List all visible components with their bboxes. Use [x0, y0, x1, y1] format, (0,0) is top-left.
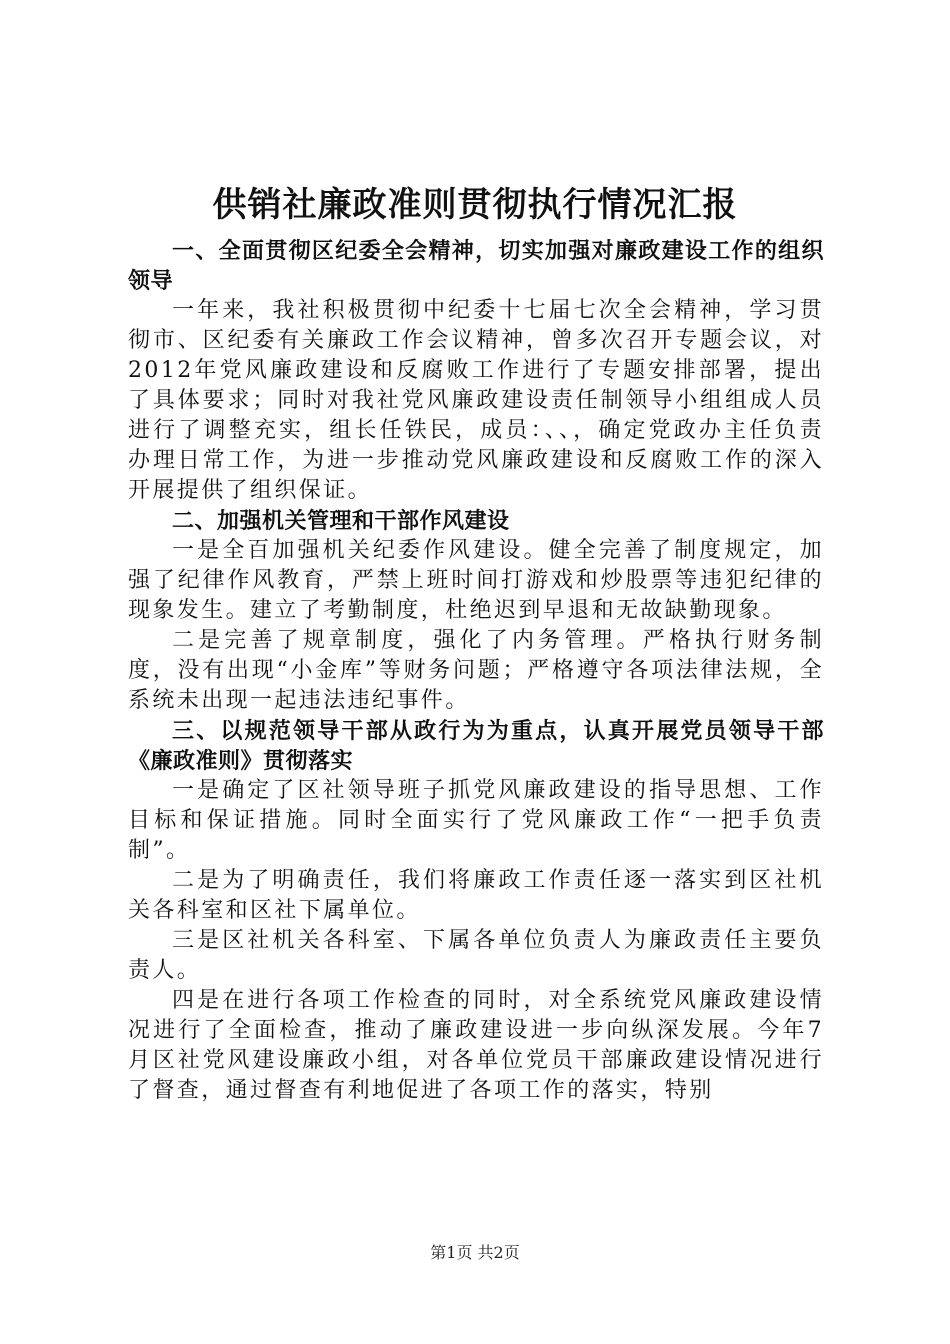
- body-paragraph: 三是区社机关各科室、下属各单位负责人为廉政责任主要负责人。: [128, 928, 824, 983]
- body-paragraph: 一年来，我社积极贯彻中纪委十七届七次全会精神，学习贯彻市、区纪委有关廉政工作会议精神，曾多次召开专题会议，对2012年党风廉政建设和反腐败工作进行了专题安排部署，提出了具体要求；同时对我社党风廉政建设责任制领导小组组成人员进行了调整充实，组长任铁民，成员：、、，确定党政办主任负责办理日常工作，为进一步推动党风廉政建设和反腐败工作的深入开展提供了组织保证。: [128, 298, 824, 503]
- body-paragraph: 二是为了明确责任，我们将廉政工作责任逐一落实到区社机关各科室和区社下属单位。: [128, 868, 824, 923]
- section-heading-1: 一、全面贯彻区纪委全会精神，切实加强对廉政建设工作的组织领导: [128, 238, 824, 294]
- document-body: [128, 236, 824, 1106]
- body-paragraph: 四是在进行各项工作检查的同时，对全系统党风廉政建设情况进行了全面检查，推动了廉政建设进一步向纵深发展。今年7月区社党风建设廉政小组，对各单位党员干部廉政建设情况进行了督查，通过督查有利地促进了各项工作的落实，特别: [128, 988, 824, 1103]
- section-heading-3: 三、以规范领导干部从政行为为重点，认真开展党员领导干部《廉政准则》贯彻落实: [128, 718, 824, 774]
- body-paragraph: 二是完善了规章制度，强化了内务管理。严格执行财务制度，没有出现“小金库”等财务问题；严格遵守各项法律法规，全系统未出现一起违法违纪事件。: [128, 628, 824, 713]
- page-number-footer: 第1页 共2页: [430, 1243, 520, 1262]
- document-title: 供销社廉政准则贯彻执行情况汇报: [212, 185, 738, 225]
- section-heading-2: 二、加强机关管理和干部作风建设: [172, 508, 510, 534]
- body-paragraph: 一是确定了区社领导班子抓党风廉政建设的指导思想、工作目标和保证措施。同时全面实行了党风廉政工作“一把手负责制”。: [128, 778, 824, 863]
- body-paragraph: 一是全百加强机关纪委作风建设。健全完善了制度规定，加强了纪律作风教育，严禁上班时间打游戏和炒股票等违犯纪律的现象发生。建立了考勤制度，杜绝迟到早退和无故缺勤现象。: [128, 538, 824, 623]
